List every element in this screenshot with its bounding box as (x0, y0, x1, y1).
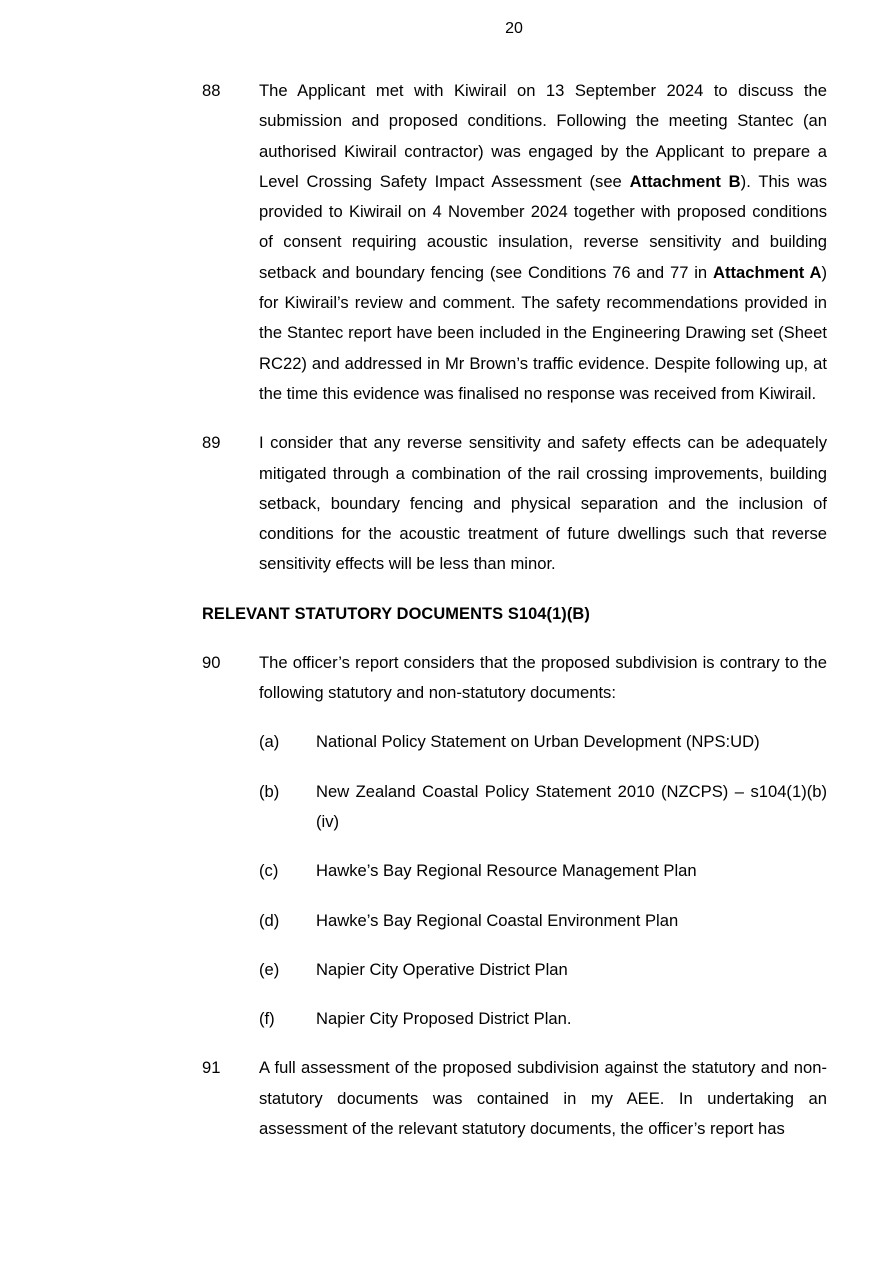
paragraph-text (259, 81, 827, 403)
list-item-text: Napier City Proposed District Plan. (316, 1009, 572, 1029)
paragraph-89 (202, 428, 827, 579)
paragraph-text: A full assessment of the proposed subdivision against the statutory and non-statutory documents was contained in my AEE. In undertaking an assessment of the relevant statutory documents, the officer’s report has (259, 1058, 827, 1139)
list-item-letter: (e) (259, 959, 280, 979)
list-item-letter: (c) (259, 861, 279, 881)
attachment-b-reference: Attachment B (629, 171, 741, 191)
attachment-a-reference: Attachment A (712, 262, 822, 282)
paragraph-number: 90 (202, 652, 221, 672)
list-item-letter: (f) (259, 1009, 275, 1029)
list-item (259, 906, 827, 936)
page-number: 20 (505, 20, 523, 37)
paragraph-number: 91 (202, 1058, 221, 1078)
list-item (259, 727, 827, 757)
list-item-letter: (b) (259, 781, 280, 801)
paragraph-text: The officer’s report considers that the proposed subdivision is contrary to the following statutory and non-statutory documents: (259, 652, 827, 703)
list-item (259, 1004, 827, 1034)
list-item-text: New Zealand Coastal Policy Statement 2010 (NZCPS) – s104(1)(b)(iv) (316, 781, 827, 831)
document-list (259, 727, 827, 1034)
paragraph-number: 89 (202, 433, 221, 453)
list-item-letter: (d) (259, 910, 280, 930)
paragraph-90 (202, 648, 827, 709)
paragraph-text-part: ) for Kiwirail’s review and comment. The safety recommendations provided in the Stantec report have been included in the Engineering Drawing set (Sheet RC22) and addressed in Mr Brown’s traffic evidence. Despite following up, at the time this evidence was finalised no response was received from Kiwirail. (259, 262, 827, 403)
paragraph-text-part: The Applicant met with Kiwirail on 13 September 2024 to discuss the submission and proposed conditions. Following the meeting Stantec (an authorised Kiwirail contractor) was engaged by the Applicant to prepare a Level Crossing Safety Impact Assessment (see (259, 81, 827, 191)
paragraph-number: 88 (202, 81, 221, 100)
paragraph-text-part: ). This was provided to Kiwirail on 4 November 2024 together with proposed conditions of consent requiring acoustic insulation, reverse sensitivity and building setback and boundary fencing (see Conditions 76 and 77 in (259, 171, 827, 282)
list-item (259, 856, 827, 886)
list-item (259, 955, 827, 985)
list-item (259, 777, 827, 838)
paragraph-88 (202, 76, 827, 409)
list-item-text: Hawke’s Bay Regional Coastal Environment Plan (316, 910, 679, 930)
list-item-letter: (a) (259, 732, 280, 752)
list-item-text: Hawke’s Bay Regional Resource Management Plan (316, 861, 697, 881)
document-body (202, 76, 827, 1163)
section-heading: RELEVANT STATUTORY DOCUMENTS S104(1)(B) (202, 604, 590, 623)
list-item-text: National Policy Statement on Urban Development (NPS:UD) (316, 732, 760, 752)
list-item-text: Napier City Operative District Plan (316, 959, 568, 979)
paragraph-text: I consider that any reverse sensitivity and safety effects can be adequately mitigated through a combination of the rail crossing improvements, building setback, boundary fencing and physical separation and the inclusion of conditions for the acoustic treatment of future dwellings such that reverse sensitivity effects will be less than minor. (259, 433, 827, 574)
paragraph-91 (202, 1053, 827, 1144)
